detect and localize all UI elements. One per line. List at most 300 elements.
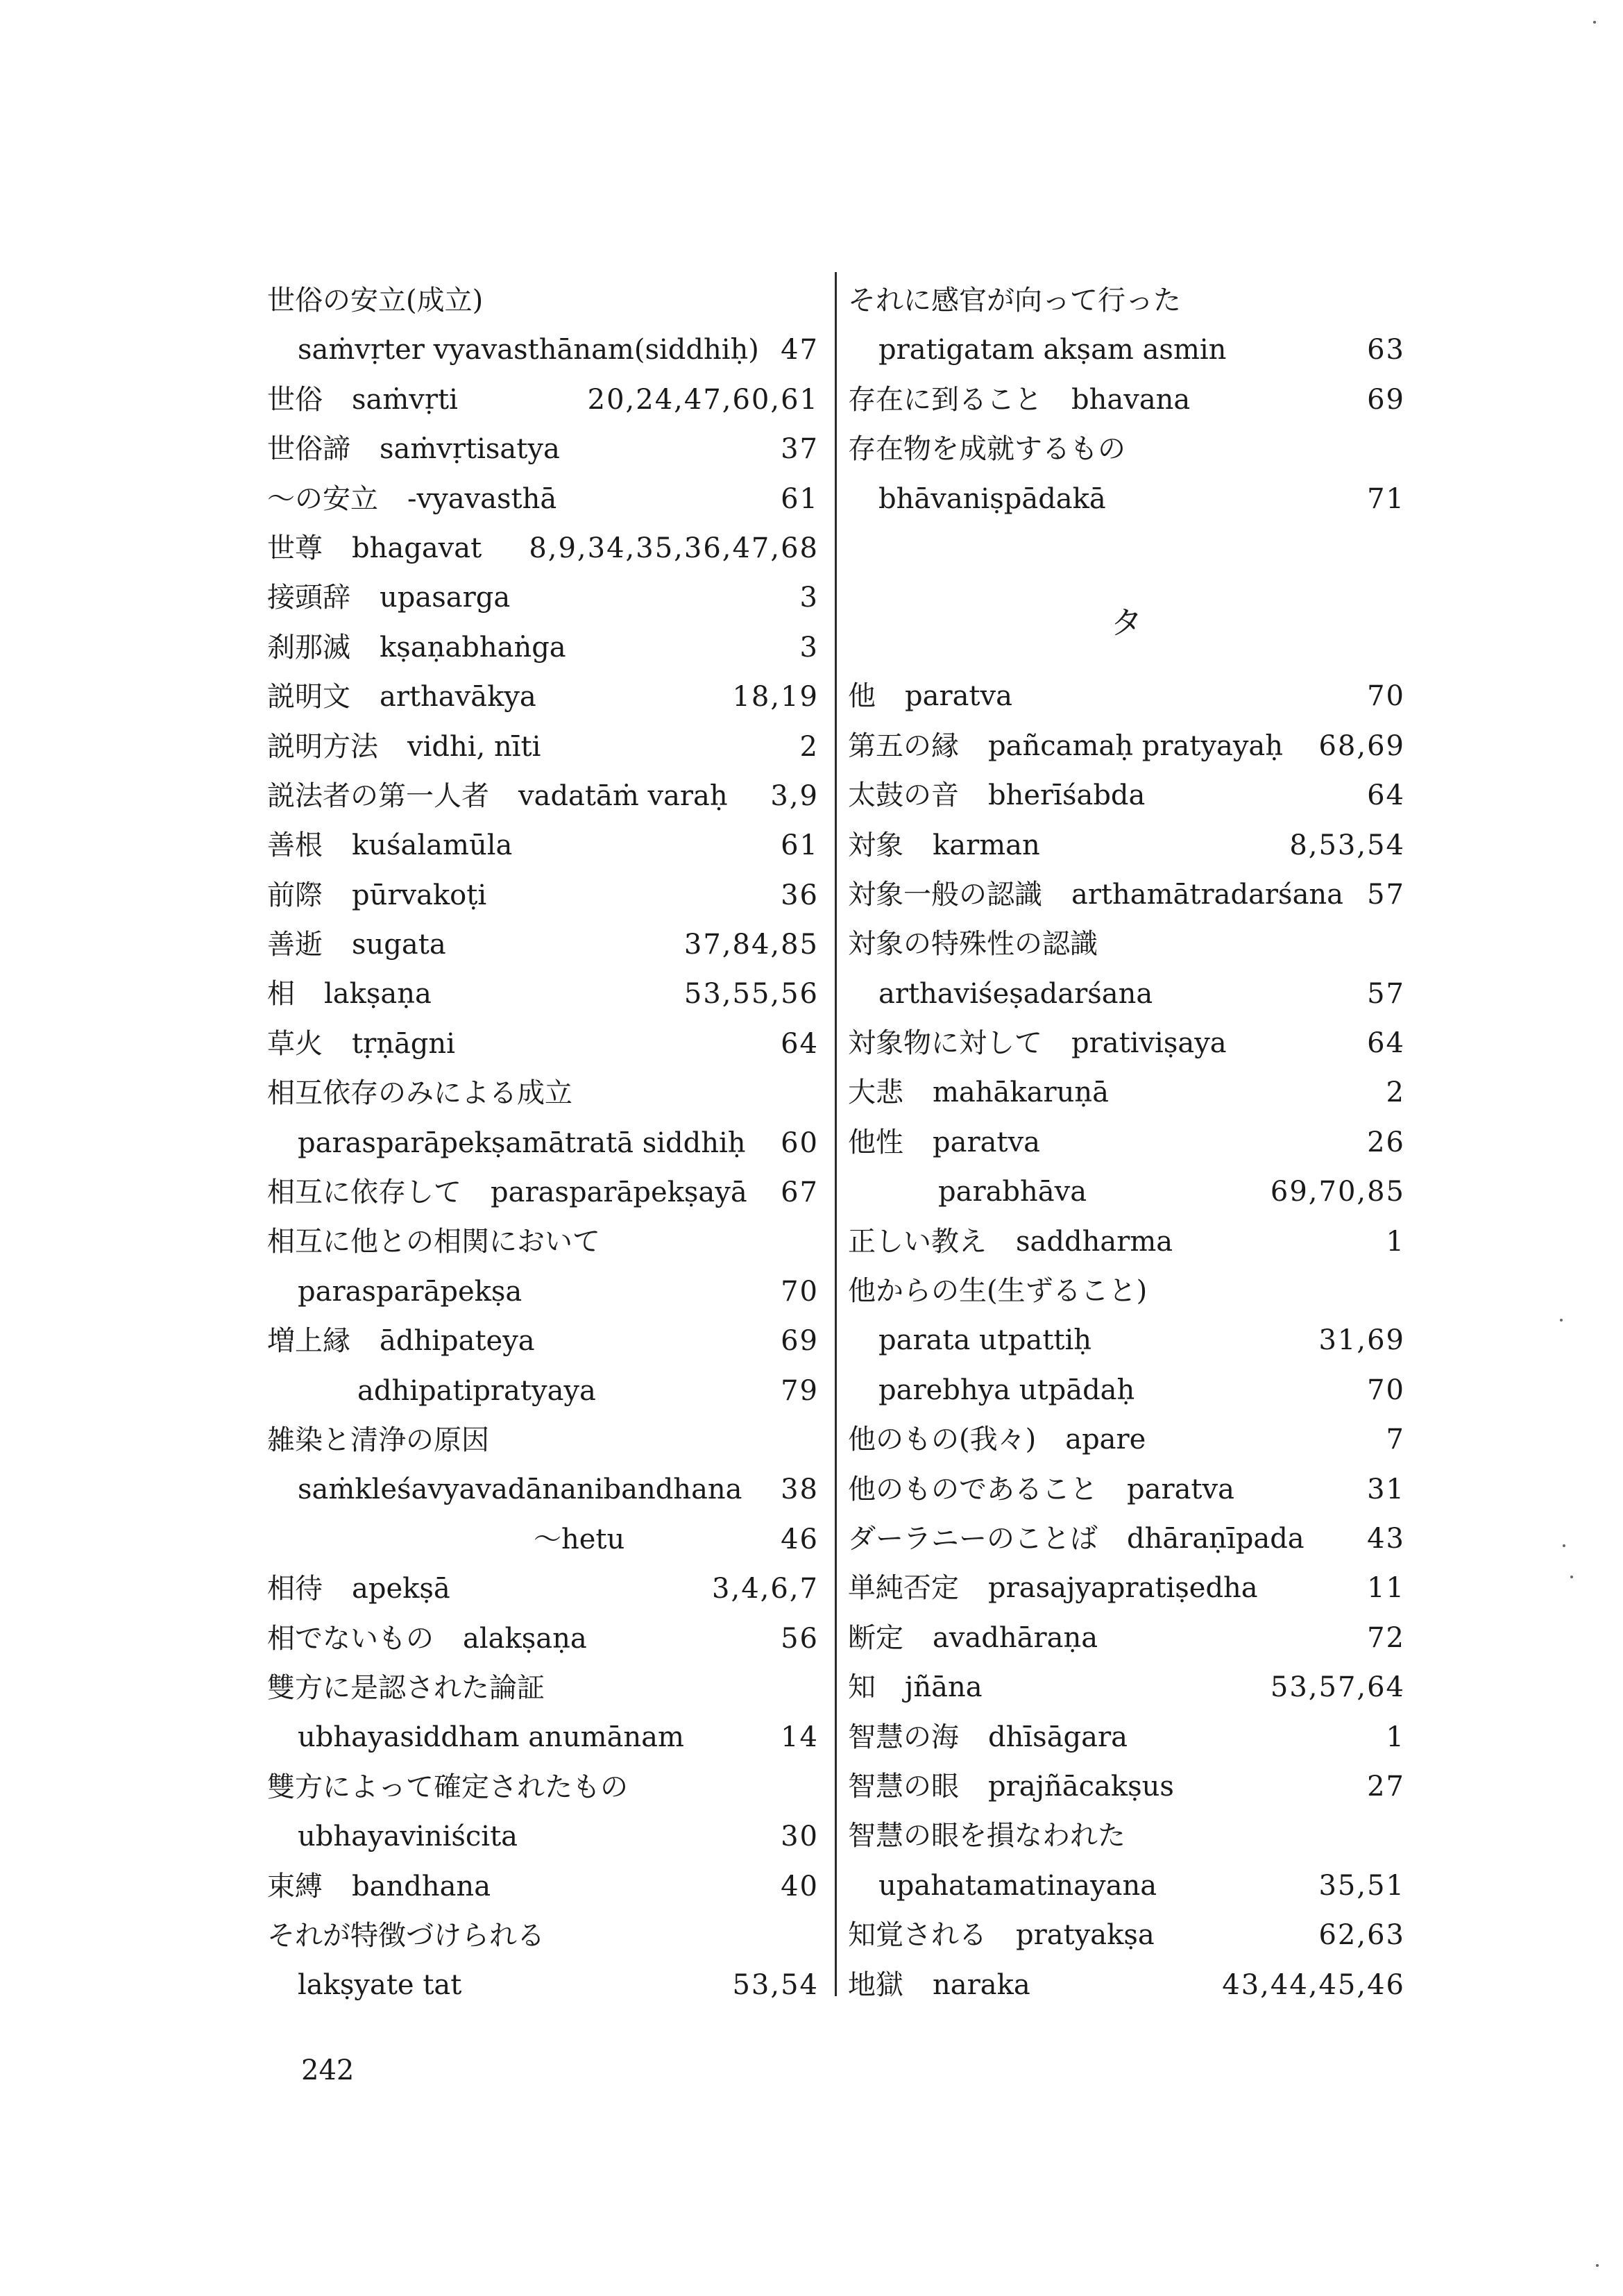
entry-sanskrit: pūrvakoṭi bbox=[352, 879, 487, 911]
index-entry bbox=[267, 1564, 819, 1614]
entry-pages: 64 bbox=[781, 1027, 819, 1060]
entry-sanskrit: adhipatipratyaya bbox=[357, 1374, 596, 1407]
entry-sanskrit: ubhayasiddham anumānam bbox=[298, 1721, 684, 1754]
entry-term bbox=[534, 1515, 624, 1564]
index-entry bbox=[267, 1168, 819, 1217]
entry-sanskrit: tṛṇāgni bbox=[352, 1027, 455, 1060]
entry-japanese: 雙方に是認された論証 bbox=[267, 1671, 545, 1704]
entry-japanese: 存在物を成就するもの bbox=[848, 433, 1125, 466]
entry-sanskrit: ubhayaviniścita bbox=[298, 1821, 518, 1853]
scan-speck bbox=[1570, 1576, 1573, 1578]
index-entry bbox=[267, 821, 819, 870]
entry-sanskrit: saddharma bbox=[1016, 1225, 1173, 1258]
entry-japanese: 知 bbox=[848, 1671, 876, 1704]
entry-japanese: 前際 bbox=[267, 879, 323, 911]
entry-pages: 61 bbox=[781, 829, 819, 862]
entry-pages: 79 bbox=[781, 1374, 819, 1407]
index-entry bbox=[848, 1961, 1405, 2010]
entry-term bbox=[298, 1713, 684, 1762]
entry-japanese: 地獄 bbox=[848, 1968, 903, 2001]
entry-japanese: 他 bbox=[848, 680, 876, 713]
entry-japanese: 善逝 bbox=[267, 929, 323, 961]
index-entry bbox=[848, 1514, 1405, 1564]
entry-japanese: それが特徴づけられる bbox=[267, 1919, 545, 1952]
scan-speck bbox=[1596, 2264, 1599, 2267]
entry-pages: 30 bbox=[781, 1821, 819, 1853]
left-column bbox=[267, 276, 819, 2011]
entry-sanskrit: pratigatam akṣam asmin bbox=[878, 334, 1227, 366]
entry-japanese: ダーラニーのことば bbox=[848, 1522, 1098, 1555]
entry-japanese: 正しい教え bbox=[848, 1225, 987, 1258]
index-entry bbox=[267, 1862, 819, 1911]
entry-term bbox=[267, 573, 510, 623]
entry-japanese: 雑染と清浄の原因 bbox=[267, 1424, 489, 1456]
entry-pages: 64 bbox=[1367, 779, 1405, 812]
entry-term bbox=[848, 1267, 1176, 1316]
entry-term bbox=[848, 1415, 1146, 1464]
entry-term bbox=[848, 1465, 1234, 1514]
entry-pages: 69,70,85 bbox=[1270, 1176, 1405, 1208]
entry-sanskrit: apekṣā bbox=[352, 1573, 450, 1605]
section-heading: タ bbox=[1110, 604, 1143, 642]
entry-term bbox=[848, 870, 1343, 920]
entry-term bbox=[848, 1614, 1098, 1663]
entry-sanskrit: ādhipateya bbox=[380, 1325, 535, 1358]
index-entry bbox=[848, 771, 1405, 820]
index-entry bbox=[848, 475, 1405, 524]
index-entry bbox=[267, 1367, 819, 1416]
entry-japanese: 存在に到ること bbox=[848, 383, 1042, 416]
index-entry bbox=[848, 375, 1405, 425]
entry-japanese: 知覚される bbox=[848, 1919, 987, 1952]
index-entry bbox=[848, 1564, 1405, 1613]
index-entry bbox=[267, 1069, 819, 1118]
entry-japanese: 世俗の安立(成立) bbox=[267, 285, 484, 316]
index-entry bbox=[848, 1019, 1405, 1068]
entry-sanskrit: prajñācakṣus bbox=[988, 1770, 1174, 1803]
entry-japanese: 第五の縁 bbox=[848, 729, 959, 762]
index-entry bbox=[267, 1119, 819, 1168]
scan-speck bbox=[1593, 21, 1596, 24]
entry-japanese: 太鼓の音 bbox=[848, 779, 959, 812]
index-entry bbox=[848, 672, 1405, 721]
entry-japanese: 世俗 bbox=[267, 383, 323, 416]
entry-japanese: 相互に依存して bbox=[267, 1176, 461, 1209]
entry-term bbox=[298, 1267, 522, 1317]
column-divider bbox=[835, 272, 837, 1996]
entry-sanskrit: apare bbox=[1065, 1424, 1146, 1456]
entry-term bbox=[848, 425, 1155, 474]
scan-speck bbox=[1563, 1544, 1565, 1547]
index-entry bbox=[267, 1465, 819, 1514]
entry-pages: 57 bbox=[1367, 977, 1405, 1010]
entry-sanskrit: dhāraṇīpada bbox=[1127, 1522, 1305, 1555]
index-entry bbox=[848, 276, 1405, 326]
entry-sanskrit: lakṣaṇa bbox=[324, 978, 432, 1011]
index-entry bbox=[267, 375, 819, 425]
entry-sanskrit: pratyakṣa bbox=[1016, 1919, 1155, 1952]
index-entry bbox=[267, 1614, 819, 1664]
entry-sanskrit: parata utpattiḥ bbox=[878, 1324, 1092, 1357]
index-entry bbox=[267, 772, 819, 821]
index-entry bbox=[267, 1763, 819, 1812]
entry-pages: 60 bbox=[781, 1126, 819, 1159]
entry-pages: 35,51 bbox=[1318, 1869, 1405, 1902]
entry-term bbox=[848, 1762, 1174, 1812]
index-entry bbox=[267, 425, 819, 474]
entry-term bbox=[848, 771, 1145, 820]
entry-japanese: 相互に他との相関において bbox=[267, 1226, 600, 1258]
entry-pages: 62,63 bbox=[1318, 1919, 1405, 1952]
index-entry bbox=[267, 1515, 819, 1564]
entry-pages: 70 bbox=[1367, 1374, 1405, 1406]
entry-japanese: 接頭辞 bbox=[267, 582, 350, 614]
entry-term bbox=[878, 1862, 1157, 1911]
entry-term bbox=[848, 672, 1012, 721]
entry-term bbox=[267, 475, 556, 524]
entry-japanese: 相でないもの bbox=[267, 1622, 434, 1655]
entry-sanskrit: parasparāpekṣamātratā siddhiḥ bbox=[298, 1126, 746, 1159]
entry-pages: 71 bbox=[1367, 482, 1405, 515]
entry-japanese: 他からの生(生ずること) bbox=[848, 1275, 1148, 1308]
entry-term bbox=[848, 1019, 1227, 1068]
entry-term bbox=[267, 1763, 657, 1812]
index-entry bbox=[848, 1713, 1405, 1762]
section-spacer bbox=[848, 524, 1405, 573]
entry-sanskrit: prativiṣaya bbox=[1071, 1027, 1227, 1060]
index-entry bbox=[267, 475, 819, 524]
entry-pages: 37,84,85 bbox=[683, 929, 819, 961]
entry-japanese: 単純否定 bbox=[848, 1572, 959, 1605]
entry-japanese: 対象一般の認識 bbox=[848, 878, 1042, 911]
entry-sanskrit: arthavākya bbox=[380, 681, 536, 714]
entry-pages: 61 bbox=[781, 482, 819, 515]
index-entry bbox=[267, 1217, 819, 1267]
entry-term bbox=[267, 1416, 518, 1465]
entry-sanskrit: jñāna bbox=[905, 1671, 983, 1704]
entry-pages: 20,24,47,60,61 bbox=[587, 383, 819, 416]
entry-term bbox=[267, 1614, 587, 1664]
entry-sanskrit: paratva bbox=[905, 680, 1012, 713]
entry-pages: 43,44,45,46 bbox=[1222, 1968, 1405, 2001]
index-entry bbox=[848, 1614, 1405, 1663]
entry-sanskrit: paratva bbox=[933, 1126, 1040, 1158]
entry-sanskrit: paratva bbox=[1127, 1473, 1234, 1505]
entry-pages: 1 bbox=[1386, 1225, 1405, 1258]
index-entry bbox=[267, 871, 819, 920]
entry-term bbox=[878, 1316, 1091, 1365]
entry-pages: 47 bbox=[781, 334, 819, 366]
index-entry bbox=[848, 1762, 1405, 1812]
index-entry bbox=[267, 276, 819, 326]
entry-pages: 7 bbox=[1386, 1424, 1405, 1456]
entry-sanskrit: prasajyapratiṣedha bbox=[988, 1572, 1258, 1605]
entry-sanskrit: alakṣaṇa bbox=[463, 1622, 587, 1655]
entry-japanese: 他のもの(我々) bbox=[848, 1424, 1037, 1456]
entry-term bbox=[267, 1564, 450, 1614]
index-entry bbox=[848, 1812, 1405, 1861]
entry-japanese: 智慧の眼を損なわれた bbox=[848, 1820, 1125, 1852]
entry-term bbox=[878, 475, 1106, 524]
index-entry bbox=[848, 1167, 1405, 1217]
entry-pages: 3,4,6,7 bbox=[712, 1573, 819, 1605]
entry-sanskrit: vidhi, nīti bbox=[407, 730, 541, 763]
entry-term bbox=[298, 1961, 461, 2010]
entry-term bbox=[848, 1118, 1040, 1167]
entry-sanskrit: vadatāṁ varaḥ bbox=[518, 779, 728, 812]
entry-pages: 53,54 bbox=[732, 1969, 819, 2002]
entry-term bbox=[878, 970, 1153, 1019]
entry-sanskrit: bherīśabda bbox=[988, 779, 1146, 812]
entry-japanese: 説明文 bbox=[267, 681, 350, 714]
index-entry bbox=[848, 920, 1405, 969]
index-entry bbox=[267, 673, 819, 722]
index-entry bbox=[848, 425, 1405, 474]
entry-japanese: 断定 bbox=[848, 1621, 903, 1654]
entry-sanskrit: ～hetu bbox=[534, 1523, 625, 1555]
entry-term bbox=[267, 1217, 629, 1267]
entry-term bbox=[267, 1911, 574, 1961]
entry-term bbox=[267, 673, 536, 722]
entry-pages: 53,55,56 bbox=[683, 978, 819, 1011]
index-entry bbox=[267, 1911, 819, 1961]
entry-sanskrit: saṁvṛter vyavasthānam(siddhiḥ) bbox=[298, 334, 759, 366]
entry-pages: 2 bbox=[1386, 1077, 1405, 1109]
entry-pages: 46 bbox=[781, 1523, 819, 1555]
entry-japanese: 対象物に対して bbox=[848, 1027, 1042, 1060]
entry-pages: 31 bbox=[1367, 1473, 1405, 1505]
index-entry bbox=[267, 524, 819, 573]
entry-term bbox=[267, 1317, 535, 1366]
entry-pages: 70 bbox=[781, 1275, 819, 1308]
entry-pages: 53,57,64 bbox=[1270, 1671, 1405, 1704]
entry-japanese: 雙方によって確定されたもの bbox=[267, 1771, 628, 1803]
entry-term bbox=[848, 1911, 1155, 1960]
entry-japanese: 束縛 bbox=[267, 1870, 323, 1902]
entry-sanskrit: sugata bbox=[352, 929, 446, 961]
entry-pages: 43 bbox=[1367, 1522, 1405, 1555]
entry-pages: 67 bbox=[781, 1176, 819, 1209]
entry-term bbox=[848, 1564, 1258, 1613]
entry-japanese: 善根 bbox=[267, 829, 323, 862]
entry-sanskrit: naraka bbox=[933, 1968, 1030, 2001]
index-entry bbox=[848, 1366, 1405, 1415]
index-entry bbox=[848, 1415, 1405, 1464]
entry-pages: 14 bbox=[781, 1721, 819, 1754]
entry-japanese: 増上縁 bbox=[267, 1325, 350, 1358]
scan-speck bbox=[1560, 1319, 1563, 1322]
entry-sanskrit: -vyavasthā bbox=[407, 482, 557, 515]
entry-sanskrit: parasparāpekṣa bbox=[298, 1275, 522, 1308]
entry-japanese: 説法者の第一人者 bbox=[267, 779, 489, 812]
entry-pages: 38 bbox=[781, 1474, 819, 1506]
entry-pages: 18,19 bbox=[732, 681, 819, 714]
entry-japanese: それに感官が向って行った bbox=[848, 285, 1181, 316]
entry-pages: 31,69 bbox=[1318, 1324, 1405, 1357]
index-entry bbox=[848, 1316, 1405, 1365]
index-entry bbox=[848, 970, 1405, 1019]
right-column-section-entries bbox=[848, 672, 1405, 2010]
index-entry bbox=[848, 722, 1405, 771]
entry-pages: 3 bbox=[799, 631, 819, 664]
entry-term bbox=[848, 821, 1040, 870]
page-number: 242 bbox=[301, 2054, 355, 2086]
entry-japanese: 対象の特殊性の認識 bbox=[848, 928, 1098, 961]
entry-term bbox=[298, 1812, 518, 1862]
entry-sanskrit: bhagavat bbox=[352, 532, 482, 564]
entry-sanskrit: parabhāva bbox=[938, 1176, 1087, 1208]
entry-term bbox=[848, 1713, 1128, 1762]
entry-sanskrit: parebhya utpādaḥ bbox=[878, 1374, 1135, 1406]
entry-term bbox=[267, 970, 432, 1019]
entry-japanese: 草火 bbox=[267, 1027, 323, 1060]
entry-term bbox=[267, 1168, 747, 1217]
index-entry bbox=[848, 326, 1405, 375]
entry-sanskrit: upasarga bbox=[380, 582, 511, 614]
entry-japanese: 世俗諦 bbox=[267, 433, 350, 466]
entry-term bbox=[267, 723, 541, 772]
entry-term bbox=[848, 276, 1210, 326]
entry-japanese: 智慧の眼 bbox=[848, 1770, 959, 1803]
entry-sanskrit: dhīsāgara bbox=[988, 1721, 1128, 1753]
entry-sanskrit: mahākaruṇā bbox=[933, 1077, 1109, 1109]
index-entry bbox=[267, 1267, 819, 1317]
entry-term bbox=[848, 1663, 983, 1712]
entry-pages: 26 bbox=[1367, 1126, 1405, 1158]
entry-sanskrit: karman bbox=[933, 829, 1040, 861]
entry-japanese: 智慧の海 bbox=[848, 1721, 959, 1753]
index-entry bbox=[848, 1267, 1405, 1316]
entry-pages: 37 bbox=[781, 433, 819, 466]
entry-sanskrit: avadhāraṇa bbox=[933, 1621, 1098, 1654]
entry-sanskrit: bhavana bbox=[1071, 383, 1191, 416]
index-entry bbox=[267, 573, 819, 623]
entry-pages: 3 bbox=[799, 582, 819, 614]
index-entry bbox=[267, 1961, 819, 2010]
entry-pages: 8,53,54 bbox=[1289, 829, 1405, 861]
entry-term bbox=[267, 772, 728, 821]
index-entry bbox=[848, 821, 1405, 870]
entry-sanskrit: bhāvaniṣpādakā bbox=[878, 482, 1106, 515]
index-entry bbox=[267, 1416, 819, 1465]
index-entry bbox=[267, 920, 819, 970]
entry-term bbox=[848, 1514, 1305, 1564]
index-entry bbox=[848, 1118, 1405, 1167]
entry-sanskrit: saṁkleśavyavadānanibandhana bbox=[298, 1474, 742, 1506]
entry-pages: 2 bbox=[799, 730, 819, 763]
entry-pages: 11 bbox=[1367, 1572, 1405, 1605]
entry-japanese: 大悲 bbox=[848, 1077, 903, 1109]
entry-sanskrit: arthamātradarśana bbox=[1071, 878, 1344, 911]
entry-term bbox=[848, 375, 1190, 425]
entry-term bbox=[267, 1020, 455, 1069]
entry-term bbox=[848, 1068, 1109, 1117]
entry-sanskrit: kṣaṇabhaṅga bbox=[380, 631, 566, 664]
entry-japanese: 他性 bbox=[848, 1126, 903, 1158]
entry-pages: 69 bbox=[1367, 383, 1405, 416]
entry-term bbox=[848, 1812, 1155, 1861]
entry-pages: 64 bbox=[1367, 1027, 1405, 1060]
entry-japanese: 世尊 bbox=[267, 532, 323, 564]
index-entry bbox=[848, 1465, 1405, 1514]
entry-term bbox=[938, 1167, 1087, 1217]
entry-sanskrit: upahatamatinayana bbox=[878, 1869, 1157, 1902]
entry-term bbox=[848, 1217, 1173, 1267]
entry-pages: 40 bbox=[781, 1870, 819, 1902]
entry-term bbox=[267, 821, 512, 870]
right-column bbox=[848, 276, 1405, 2010]
entry-term bbox=[878, 326, 1226, 375]
entry-japanese: 相 bbox=[267, 978, 295, 1011]
entry-term bbox=[878, 1366, 1135, 1415]
entry-term bbox=[848, 722, 1283, 771]
entry-pages: 68,69 bbox=[1318, 729, 1405, 762]
entry-term bbox=[267, 524, 482, 573]
index-entry bbox=[267, 1713, 819, 1762]
entry-term bbox=[848, 1961, 1030, 2010]
entry-term bbox=[298, 1465, 742, 1514]
index-entry bbox=[848, 870, 1405, 920]
entry-term bbox=[357, 1367, 596, 1416]
entry-japanese: 対象 bbox=[848, 829, 903, 861]
entry-pages: 56 bbox=[781, 1622, 819, 1655]
entry-pages: 57 bbox=[1367, 878, 1405, 911]
entry-japanese: 他のものであること bbox=[848, 1473, 1098, 1505]
entry-sanskrit: pañcamaḥ pratyayaḥ bbox=[988, 729, 1284, 762]
index-entry bbox=[267, 723, 819, 772]
entry-pages: 3,9 bbox=[770, 779, 819, 812]
index-entry bbox=[848, 1911, 1405, 1960]
index-entry bbox=[267, 623, 819, 673]
entry-term bbox=[848, 920, 1127, 969]
entry-pages: 63 bbox=[1367, 334, 1405, 366]
entry-japanese: 刹那滅 bbox=[267, 631, 350, 664]
entry-pages: 36 bbox=[781, 879, 819, 911]
entry-japanese: 相互依存のみによる成立 bbox=[267, 1077, 572, 1110]
entry-pages: 8,9,34,35,36,47,68 bbox=[529, 532, 819, 564]
index-entry bbox=[267, 1317, 819, 1366]
entry-sanskrit: parasparāpekṣayā bbox=[491, 1176, 747, 1209]
entry-sanskrit: saṁvṛti bbox=[352, 383, 458, 416]
entry-term bbox=[267, 1862, 491, 1911]
entry-term bbox=[267, 920, 446, 970]
index-entry bbox=[848, 1068, 1405, 1117]
entry-term bbox=[267, 1664, 574, 1713]
entry-japanese: 説明方法 bbox=[267, 730, 378, 763]
entry-term bbox=[298, 326, 759, 375]
entry-term bbox=[267, 425, 560, 474]
entry-sanskrit: lakṣyate tat bbox=[298, 1969, 462, 2002]
entry-term bbox=[267, 276, 512, 326]
entry-pages: 1 bbox=[1386, 1721, 1405, 1753]
index-entry bbox=[267, 1812, 819, 1862]
index-entry bbox=[267, 970, 819, 1019]
entry-sanskrit: kuśalamūla bbox=[352, 829, 513, 862]
index-entry bbox=[267, 1020, 819, 1069]
entry-pages: 70 bbox=[1367, 680, 1405, 713]
entry-term bbox=[267, 375, 458, 425]
entry-japanese: ～の安立 bbox=[267, 482, 378, 515]
index-entry bbox=[267, 326, 819, 375]
entry-term bbox=[298, 1119, 746, 1168]
entry-japanese: 相待 bbox=[267, 1573, 323, 1605]
index-entry bbox=[848, 1217, 1405, 1267]
entry-pages: 69 bbox=[781, 1325, 819, 1358]
index-entry bbox=[267, 1664, 819, 1713]
entry-pages: 27 bbox=[1367, 1770, 1405, 1803]
entry-pages: 72 bbox=[1367, 1621, 1405, 1654]
entry-sanskrit: arthaviśeṣadarśana bbox=[878, 977, 1153, 1010]
